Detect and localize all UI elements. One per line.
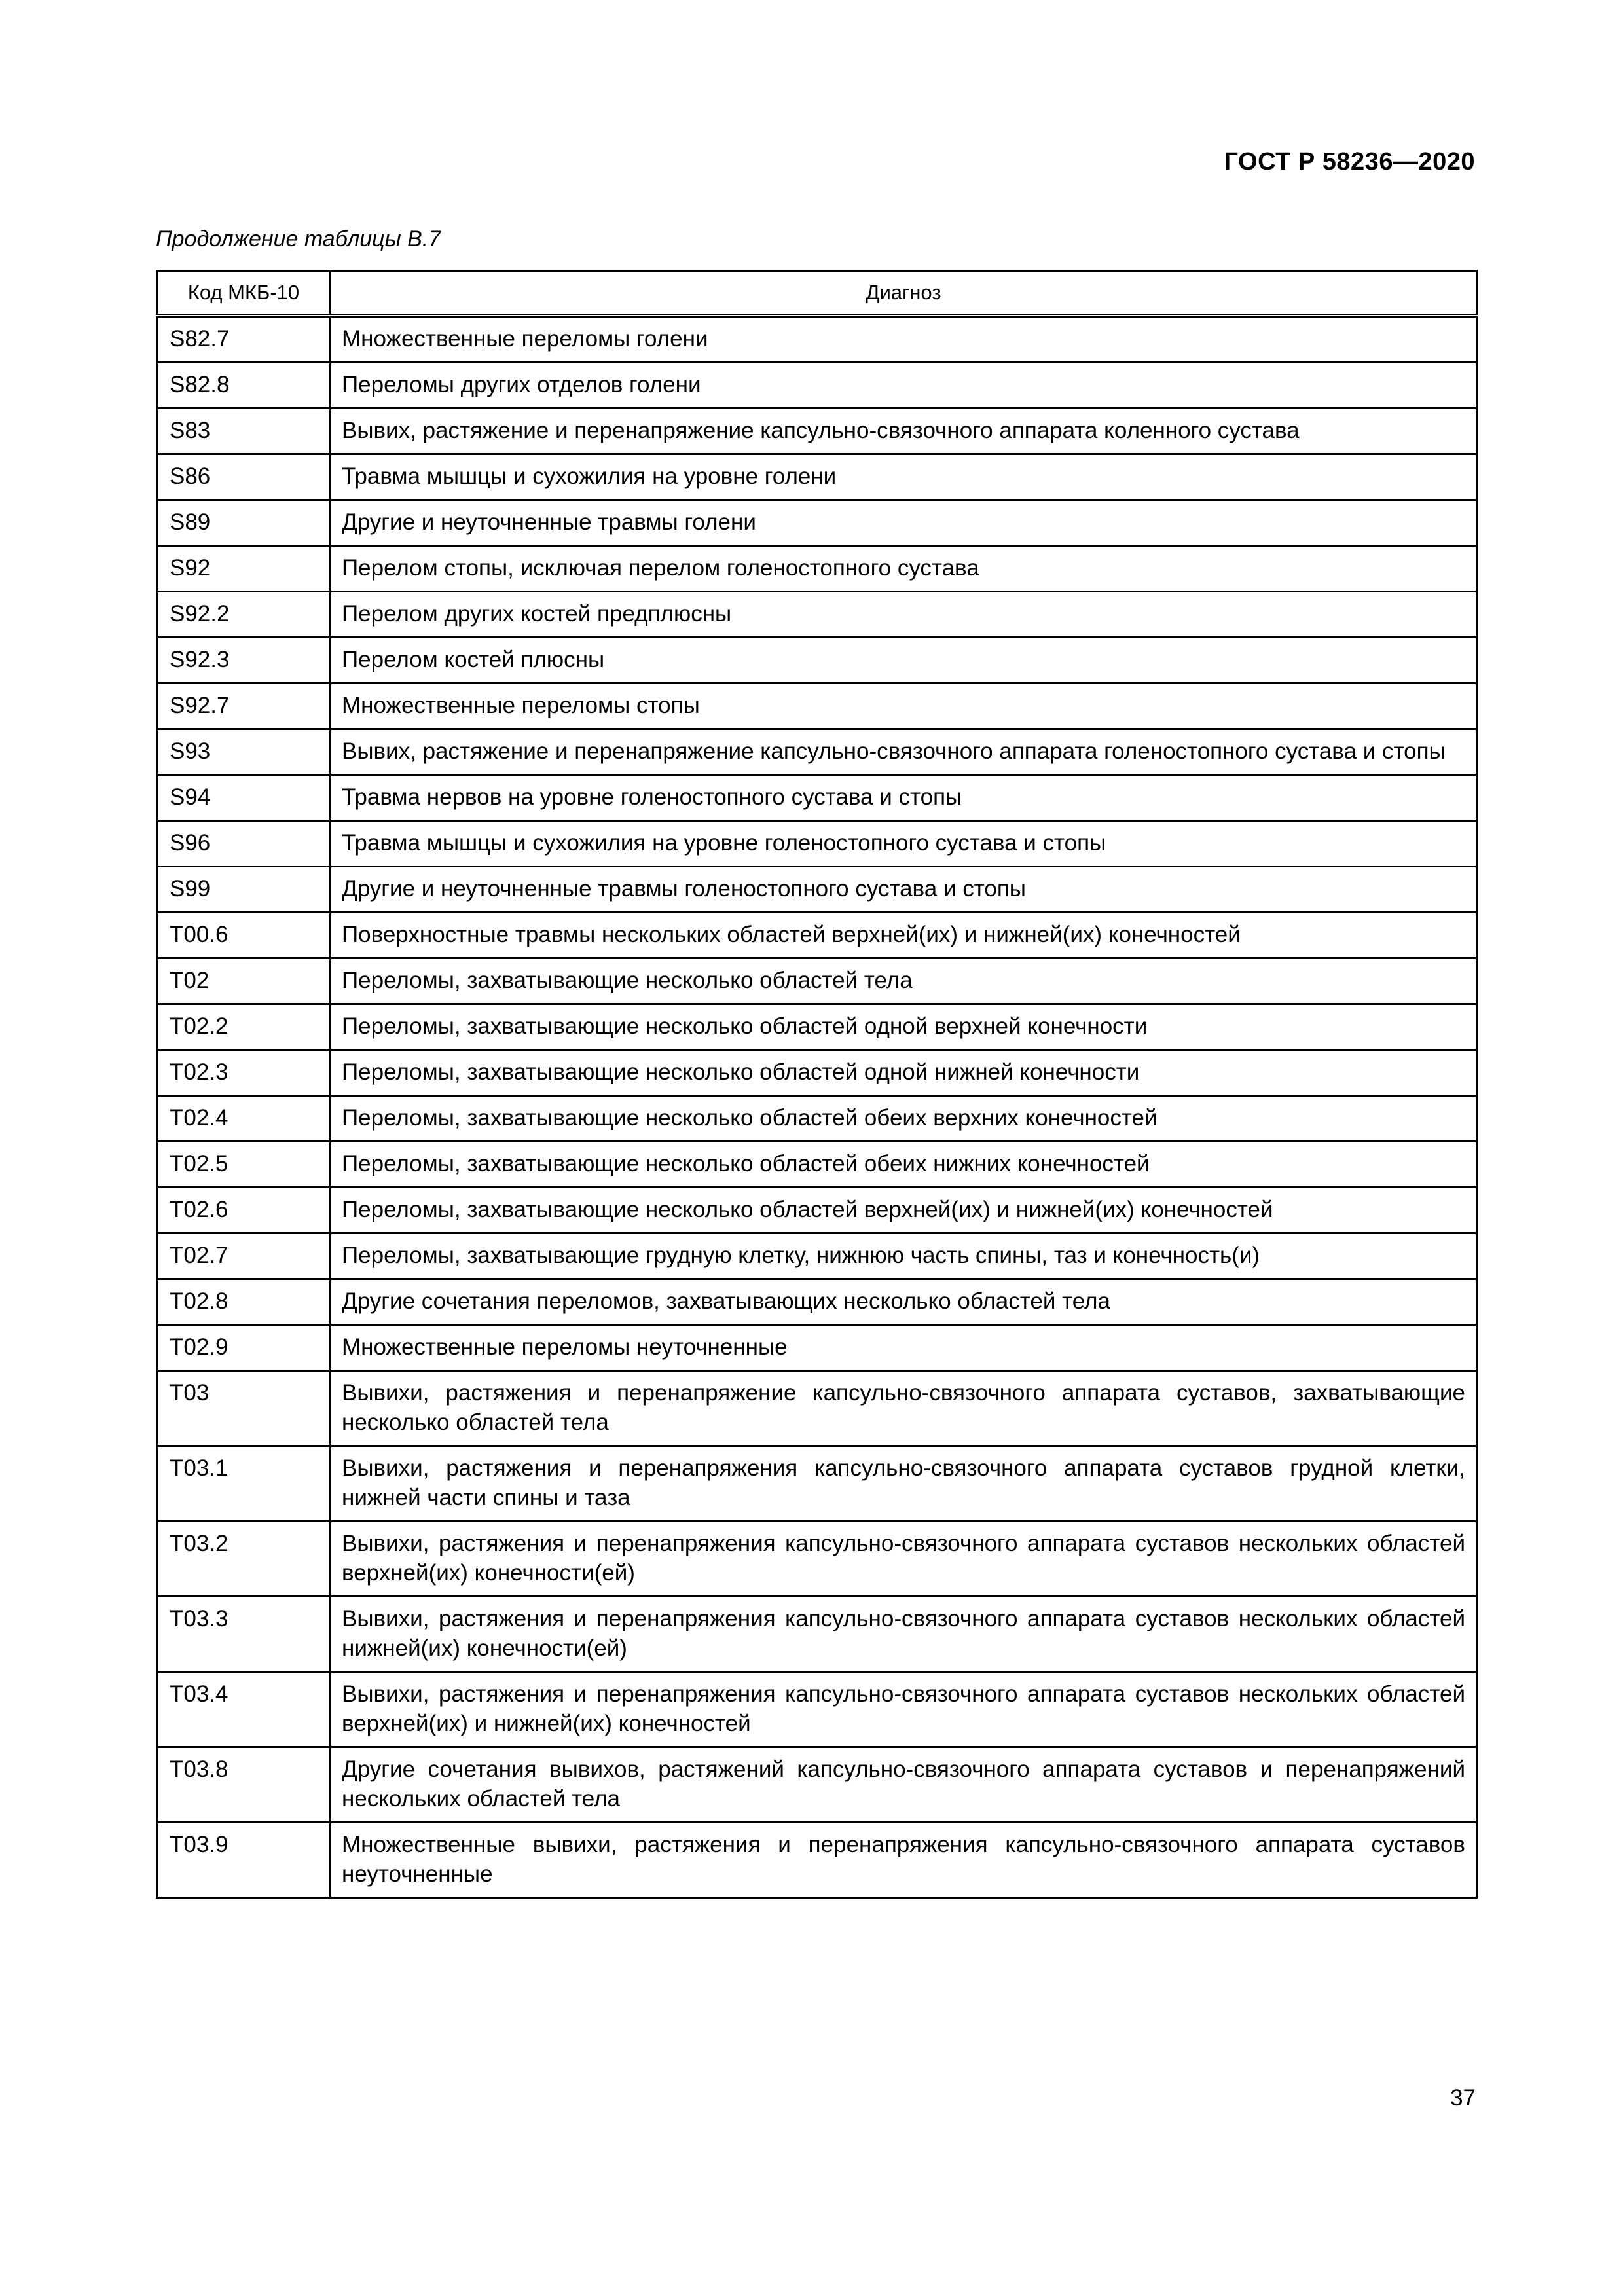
icd-code-cell: T03.9 (157, 1823, 331, 1898)
table-row (157, 1004, 1477, 1050)
icd-code-cell: T02.6 (157, 1188, 331, 1233)
icd-code-cell: T03.1 (157, 1446, 331, 1522)
diagnosis-cell: Переломы, захватывающие несколько областей одной нижней конечности (331, 1050, 1477, 1096)
page-number: 37 (1450, 2085, 1476, 2111)
table-row (157, 1747, 1477, 1823)
icd-code-cell: S94 (157, 775, 331, 821)
diagnosis-cell: Переломы других отделов голени (331, 363, 1477, 409)
icd-code-cell: T03 (157, 1371, 331, 1446)
icd-code-cell: T02.4 (157, 1096, 331, 1142)
icd-code-cell: T02.9 (157, 1325, 331, 1371)
icd-code-cell: S93 (157, 729, 331, 775)
diagnosis-cell: Травма мышцы и сухожилия на уровне голени (331, 454, 1477, 500)
diagnosis-cell: Вывихи, растяжения и перенапряжения капсульно-связочного аппарата суставов нескольких областей верхней(их) и нижней(их) конечностей (331, 1672, 1477, 1747)
icd-code-cell: S92.7 (157, 683, 331, 729)
diagnosis-cell: Множественные переломы стопы (331, 683, 1477, 729)
diagnosis-cell: Множественные переломы неуточненные (331, 1325, 1477, 1371)
table-row (157, 454, 1477, 500)
icd-code-cell: T02.8 (157, 1279, 331, 1325)
table-row (157, 316, 1477, 363)
diagnosis-cell: Перелом костей плюсны (331, 638, 1477, 683)
table-row (157, 1325, 1477, 1371)
icd-code-cell: T03.8 (157, 1747, 331, 1823)
table-row (157, 683, 1477, 729)
icd-code-cell: S83 (157, 409, 331, 454)
header-row (157, 271, 1477, 316)
icd-code-cell: T03.3 (157, 1597, 331, 1672)
table-row (157, 1672, 1477, 1747)
diagnosis-cell: Вывих, растяжение и перенапряжение капсульно-связочного аппарата голеностопного сустава и стопы (331, 729, 1477, 775)
icd-code-cell: S82.8 (157, 363, 331, 409)
diagnosis-cell: Вывихи, растяжения и перенапряжения капсульно-связочного аппарата суставов нескольких областей верхней(их) конечности(ей) (331, 1522, 1477, 1597)
table-row (157, 500, 1477, 546)
icd-code-cell: T03.4 (157, 1672, 331, 1747)
table-row (157, 1050, 1477, 1096)
table-caption: Продолжение таблицы В.7 (156, 227, 441, 251)
diagnosis-cell: Переломы, захватывающие несколько областей тела (331, 958, 1477, 1004)
diagnosis-cell: Другие и неуточненные травмы голени (331, 500, 1477, 546)
diagnosis-cell: Перелом других костей предплюсны (331, 592, 1477, 638)
diagnosis-cell: Вывих, растяжение и перенапряжение капсульно-связочного аппарата коленного сустава (331, 409, 1477, 454)
diagnosis-cell: Переломы, захватывающие несколько областей обеих нижних конечностей (331, 1142, 1477, 1188)
diagnosis-cell: Вывихи, растяжения и перенапряжения капсульно-связочного аппарата суставов грудной клетки, нижней части спины и таза (331, 1446, 1477, 1522)
icd-code-cell: T02.5 (157, 1142, 331, 1188)
table-row (157, 1446, 1477, 1522)
table-row (157, 1188, 1477, 1233)
diagnosis-cell: Переломы, захватывающие несколько областей одной верхней конечности (331, 1004, 1477, 1050)
diagnosis-cell: Множественные вывихи, растяжения и перенапряжения капсульно-связочного аппарата суставов неуточненные (331, 1823, 1477, 1898)
diagnosis-cell: Переломы, захватывающие несколько областей обеих верхних конечностей (331, 1096, 1477, 1142)
diagnosis-cell: Перелом стопы, исключая перелом голеностопного сустава (331, 546, 1477, 592)
table-row (157, 1597, 1477, 1672)
icd-code-cell: S92.3 (157, 638, 331, 683)
table-row (157, 363, 1477, 409)
table-row (157, 867, 1477, 913)
diagnosis-cell: Другие и неуточненные травмы голеностопного сустава и стопы (331, 867, 1477, 913)
column-header-code: Код МКБ-10 (157, 271, 331, 316)
table-row (157, 592, 1477, 638)
table-row (157, 958, 1477, 1004)
icd-code-cell: S92.2 (157, 592, 331, 638)
diagnosis-cell: Травма мышцы и сухожилия на уровне голеностопного сустава и стопы (331, 821, 1477, 867)
table-row (157, 1233, 1477, 1279)
diagnosis-table (156, 270, 1478, 1899)
diagnosis-cell: Поверхностные травмы нескольких областей верхней(их) и нижней(их) конечностей (331, 913, 1477, 958)
diagnosis-cell: Другие сочетания вывихов, растяжений капсульно-связочного аппарата суставов и перенапряжений нескольких областей тела (331, 1747, 1477, 1823)
icd-code-cell: S82.7 (157, 316, 331, 363)
table-row (157, 913, 1477, 958)
diagnosis-cell: Вывихи, растяжения и перенапряжения капсульно-связочного аппарата суставов нескольких областей нижней(их) конечности(ей) (331, 1597, 1477, 1672)
table-row (157, 1371, 1477, 1446)
table-row (157, 1279, 1477, 1325)
diagnosis-cell: Переломы, захватывающие несколько областей верхней(их) и нижней(их) конечностей (331, 1188, 1477, 1233)
table-row (157, 1096, 1477, 1142)
icd-code-cell: S96 (157, 821, 331, 867)
table-row (157, 1823, 1477, 1898)
diagnosis-cell: Другие сочетания переломов, захватывающих несколько областей тела (331, 1279, 1477, 1325)
table-body (157, 316, 1477, 1898)
icd-code-cell: S86 (157, 454, 331, 500)
icd-code-cell: T02.3 (157, 1050, 331, 1096)
diagnosis-cell: Вывихи, растяжения и перенапряжение капсульно-связочного аппарата суставов, захватывающие несколько областей тела (331, 1371, 1477, 1446)
diagnosis-cell: Травма нервов на уровне голеностопного сустава и стопы (331, 775, 1477, 821)
column-header-diagnosis: Диагноз (331, 271, 1477, 316)
table-row (157, 1142, 1477, 1188)
document-standard-code: ГОСТ Р 58236—2020 (1224, 148, 1475, 175)
icd-code-cell: S92 (157, 546, 331, 592)
icd-code-cell: T00.6 (157, 913, 331, 958)
icd-code-cell: T02.7 (157, 1233, 331, 1279)
icd-code-cell: T02.2 (157, 1004, 331, 1050)
icd-code-cell: S89 (157, 500, 331, 546)
table-row (157, 546, 1477, 592)
table-row (157, 638, 1477, 683)
table-row (157, 409, 1477, 454)
diagnosis-cell: Множественные переломы голени (331, 316, 1477, 363)
table-row (157, 1522, 1477, 1597)
icd-code-cell: T02 (157, 958, 331, 1004)
icd-code-cell: S99 (157, 867, 331, 913)
diagnosis-cell: Переломы, захватывающие грудную клетку, нижнюю часть спины, таз и конечность(и) (331, 1233, 1477, 1279)
table-row (157, 729, 1477, 775)
table-header (157, 271, 1477, 316)
icd-code-cell: T03.2 (157, 1522, 331, 1597)
table-row (157, 775, 1477, 821)
table-row (157, 821, 1477, 867)
